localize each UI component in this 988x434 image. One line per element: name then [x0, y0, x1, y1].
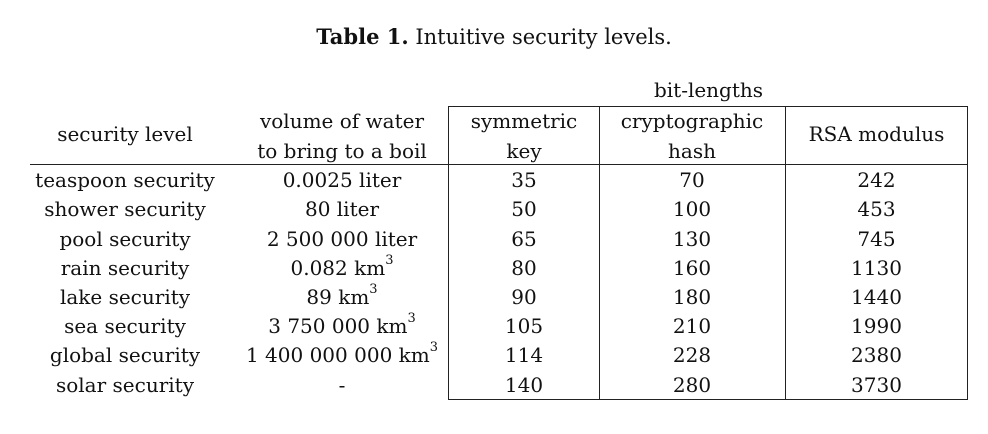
cell-rsa: 1990: [851, 314, 902, 338]
caption-label: Table 1.: [316, 24, 409, 49]
table-caption: [0, 24, 988, 50]
cell-hash: 210: [672, 314, 712, 338]
cell-symmetric: 50: [511, 197, 537, 221]
cell-level: sea security: [64, 314, 186, 338]
cell-level: rain security: [60, 256, 190, 280]
cell-volume: 0.0025 liter: [282, 168, 402, 192]
header-rsa-modulus: RSA modulus: [808, 122, 945, 146]
rule-bitlengths-top: [449, 106, 968, 107]
cell-level: teaspoon security: [35, 168, 215, 192]
cell-hash: 160: [672, 256, 712, 280]
cell-level: solar security: [55, 373, 195, 397]
header-symmetric-line1: symmetric: [470, 109, 578, 133]
cell-hash: 228: [672, 343, 712, 367]
header-symmetric-line2: key: [506, 139, 542, 163]
header-volume-line2: to bring to a boil: [257, 139, 427, 163]
cell-hash: 130: [672, 227, 712, 251]
cell-rsa: 242: [857, 168, 896, 192]
cell-volume: -: [338, 373, 346, 397]
header-hash-line1: cryptographic: [620, 109, 764, 133]
header-hash-line2: hash: [668, 139, 716, 163]
cell-level: pool security: [59, 227, 191, 251]
cell-volume: 89 $km^3$: [306, 282, 378, 309]
cell-level: global security: [49, 343, 201, 367]
cell-level: lake security: [59, 285, 191, 309]
cell-symmetric: 90: [511, 285, 537, 309]
cell-rsa: 1440: [851, 285, 902, 309]
cell-rsa: 2380: [851, 343, 902, 367]
cell-volume: 80 liter: [304, 197, 380, 221]
header-security-level: security level: [57, 122, 193, 146]
cell-hash: 180: [672, 285, 712, 309]
header-volume-line1: volume of water: [259, 109, 425, 133]
cell-hash: 280: [672, 373, 712, 397]
cell-symmetric: 105: [504, 314, 544, 338]
cell-volume: 2 500 000 liter: [266, 227, 418, 251]
cell-hash: 70: [679, 168, 705, 192]
cell-volume: 3 750 000 $km^3$: [268, 311, 416, 338]
cell-symmetric: 80: [511, 256, 537, 280]
cell-symmetric: 140: [504, 373, 544, 397]
rule-header-bottom: [30, 164, 968, 165]
caption-text: Intuitive security levels.: [415, 25, 672, 49]
rule-table-bottom: [449, 399, 968, 400]
cell-rsa: 745: [857, 227, 896, 251]
cell-symmetric: 65: [511, 227, 537, 251]
cell-volume: 0.082 $km^3$: [290, 253, 394, 280]
cell-symmetric: 114: [504, 343, 544, 367]
cell-symmetric: 35: [511, 168, 537, 192]
cell-rsa: 453: [857, 197, 896, 221]
cell-volume: 1 400 000 000 $km^3$: [245, 340, 439, 367]
cell-hash: 100: [672, 197, 712, 221]
cell-level: shower security: [44, 197, 206, 221]
cell-rsa: 1130: [851, 256, 902, 280]
header-bit-lengths: bit-lengths: [653, 78, 764, 102]
cell-rsa: 3730: [851, 373, 902, 397]
